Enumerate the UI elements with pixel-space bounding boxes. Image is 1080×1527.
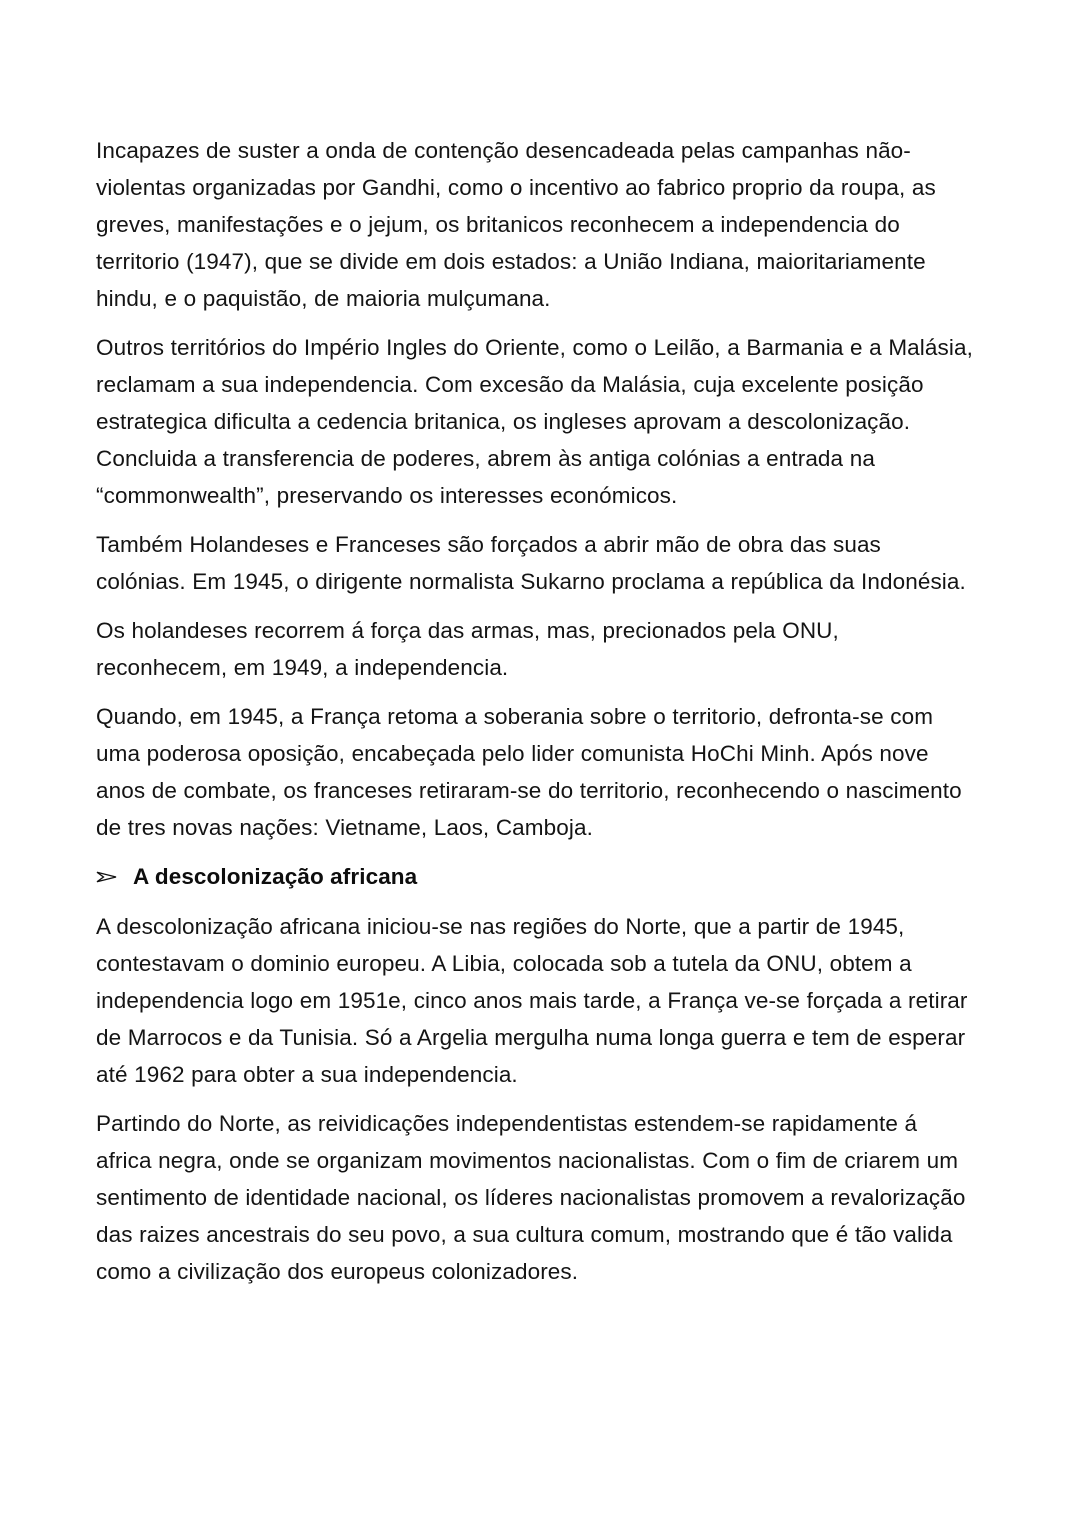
paragraph-east-empire-territories: Outros territórios do Império Ingles do Oriente, como o Leilão, a Barmania e a Malásia, reclamam a sua independencia. Com excesão da Malásia, cuja excelente posição estrategica dificulta a cedencia britanica, os ingleses aprovam a descolonização. Concluida a transferencia de poderes, abrem às antiga colónias a entrada na “commonwealth”, preservando os interesses económicos. [96,335,973,508]
paragraph-black-africa-nationalism: Partindo do Norte, as reividicações independentistas estendem-se rapidamente á africa negra, onde se organizam movimentos nacionalistas. Com o fim de criarem um sentimento de identidade nacional, os líderes nacionalistas promovem a revalorização das raizes ancestrais do seu povo, a sua cultura comum, mostrando que é tão valida como a civilização dos europeus colonizadores. [96,1111,966,1284]
paragraph-north-africa: A descolonização africana iniciou-se nas regiões do Norte, que a partir de 1945, contestavam o dominio europeu. A Libia, colocada sob a tutela da ONU, obtem a independencia logo em 1951e, cinco anos mais tarde, a França ve-se forçada a retirar de Marrocos e da Tunisia. Só a Argelia mergulha numa longa guerra e tem de esperar até 1962 para obter a sua independencia. [96,914,968,1087]
paragraph-india-independence: Incapazes de suster a onda de contenção desencadeada pelas campanhas não-violentas organizadas por Gandhi, como o incentivo ao fabrico proprio da roupa, as greves, manifestações e o jejum, os britanicos reconhecem a independencia do territorio (1947), que se divide em dois estados: a União Indiana, maioritariamente hindu, e o paquistão, de maioria mulçumana. [96,138,936,311]
document-body [96,132,976,1290]
section-heading-label: A descolonização africana [133,864,418,889]
arrow-bullet-icon [96,860,124,885]
paragraph-dutch-french-colonies: Também Holandeses e Franceses são forçados a abrir mão de obra das suas colónias. Em 1945, o dirigente normalista Sukarno proclama a república da Indonésia. [96,532,966,594]
paragraph-france-indochina: Quando, em 1945, a França retoma a soberania sobre o territorio, defronta-se com uma poderosa oposição, encabeçada pelo lider comunista HoChi Minh. Após nove anos de combate, os franceses retiraram-se do territorio, reconhecendo o nascimento de tres novas nações: Vietname, Laos, Camboja. [96,704,962,840]
section-heading-african-decolonization [96,860,976,894]
paragraph-dutch-recognition: Os holandeses recorrem á força das armas, mas, precionados pela ONU, reconhecem, em 1949, a independencia. [96,618,839,680]
